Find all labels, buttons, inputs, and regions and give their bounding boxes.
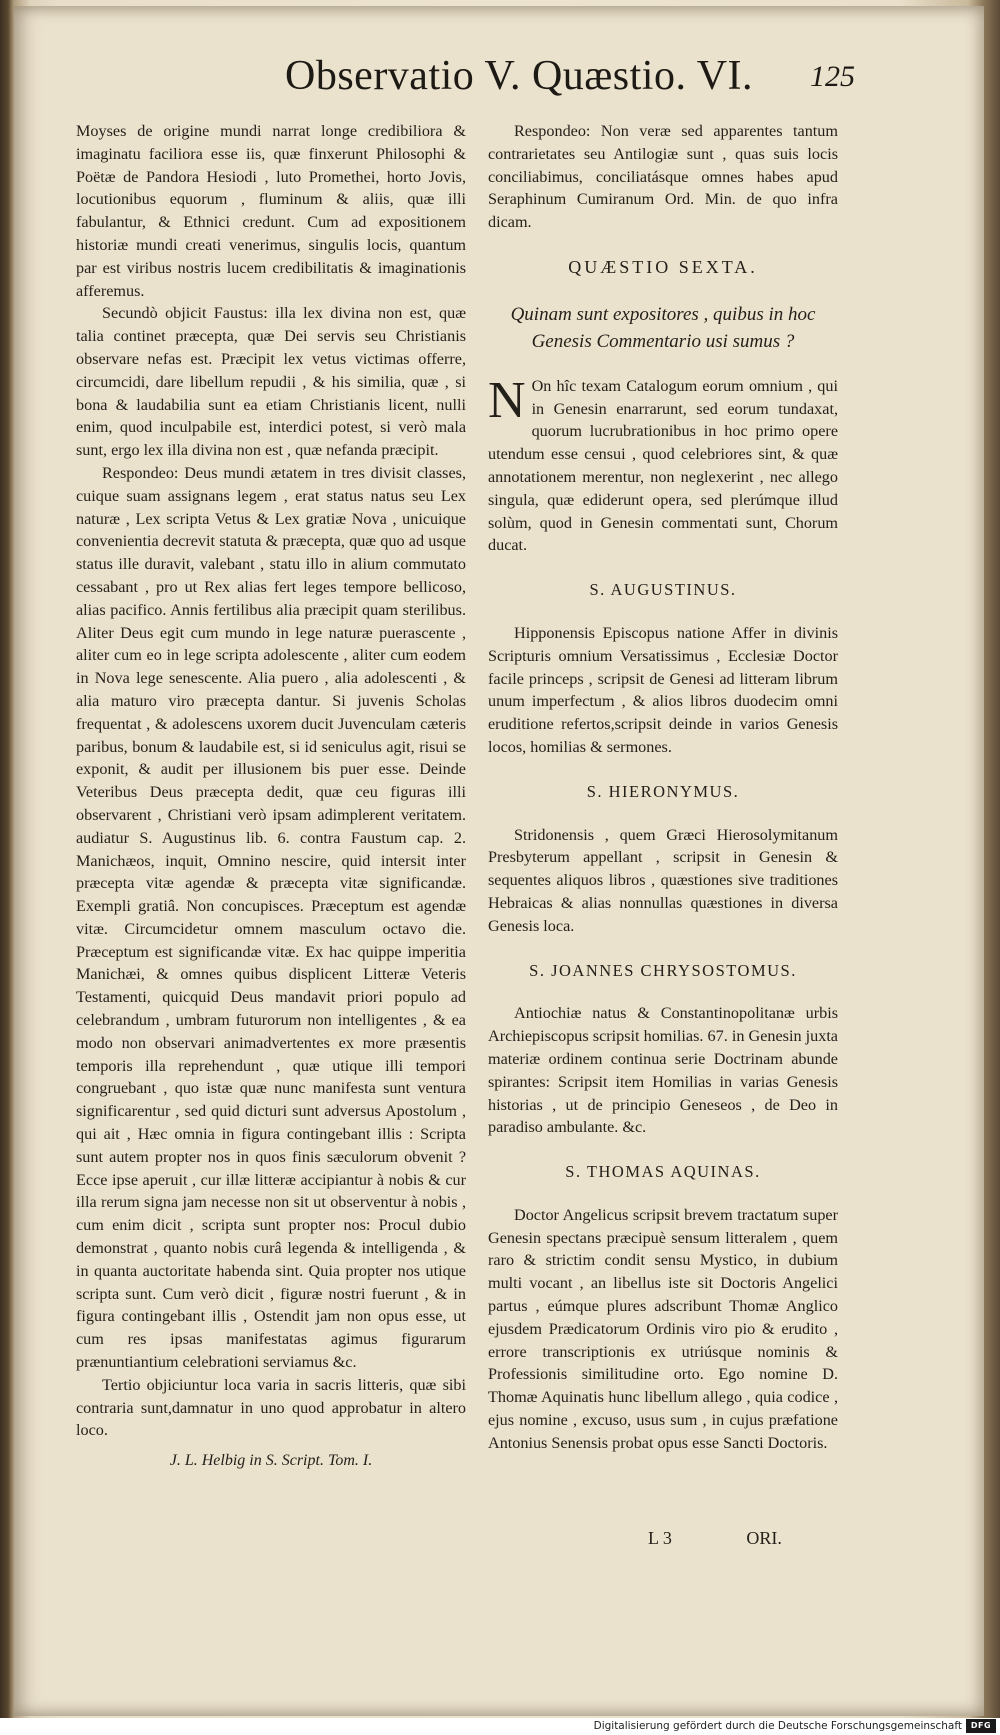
right-column: [488, 120, 838, 1455]
author-heading: S. JOANNES CHRYSOSTOMUS.: [529, 960, 797, 980]
paragraph: Respondeo: Deus mundi ætatem in tres divisit classes, cuique suam assignans legem , erat status natus seu Lex naturæ , Lex scripta Vetus & Lex gratiæ Nova , unicuique convenientia decrevit statuta & præcepta, quæ quo ad usque status ille duravit, valebant , statu illo in alium commutato cessabant , pro ut Rex alias fert leges tempore bellicoso, alias pacifico. Annis fertilibus alia præcipit quam sterilibus. Aliter Deus egit cum mundo in lege naturæ puerascente , aliter cum eo in lege scripta adolescente , aliter cum eodem in Nova lege senescente. Alia puero , alia adolescenti , & alia maturo viro præcepta dantur. Si juvenis Scholas frequentat , & adolescens uxorem ducit Juvenculam cæteris paribus, bonum & laudabile est, si id seniculus agit, risui se exponit, & audit per illusionem bis puer esse. Deinde Veteribus Deus præcepta dedit, quæ ceu figuras illi observarent , Christiani verò ipsam adimplerent veritatem. audiatur S. Augustinus lib. 6. contra Faustum cap. 2. Manichæos, inquit, Omnino nescire, quid intersit inter præcepta vitæ agendæ & præcepta vitæ significandæ. Exempli gratiâ. Non concupisces. Præceptum est agendæ vitæ. Circumcidetur omnem masculum octavo die. Præceptum est significandæ vitæ. Ex hac quippe imperitia Manichæi, & omnes quibus displicent Litteræ Veteris Testamenti, quicquid Deus mandavit priori populo ad celebrandum , umbram futurorum non intelligentes , & ea modo non observari animadvertentes ex more præsentis temporis illa reprehendunt , quæ utique illi tempori congruebant , quo istæ quæ nunc manifesta sunt ventura significarentur , sed quid dicturi sunt adversus Apostolum , qui ait , Hæc omnia in figura contingebant illis : Scripta sunt autem propter nos in quos finis sæculorum obvenit ? Ecce ipse aperuit , cur illæ litteræ accipiantur à nobis & cur illa rerum signa jam necesse non sit ut observentur à nobis , cum enim dicit , scripta sunt propter nos: Procul dubio demonstrat , quanto nobis curâ legenda & intelligenda , & in quanta auctoritate habenda sint. Quia propter nos utique scripta sunt. Cum verò dicit , figuræ nostri fuerunt , & in figura contingebant illis , Ostendit jam non opus esse, ut cum res ipsas manifestatas agimus figurarum prænuntiantium celebrationi serviamus &c.: [76, 463, 466, 1372]
page-number: 125: [810, 60, 855, 93]
paragraph: Secundò objicit Faustus: illa lex divina non est, quæ talia continet præcepta, quæ Dei servis seu Christianis observare nefas est. Præcipit lex vetus victimas offerre, circumcidi, dare libellum repudii , & his similia, quæ , si bona & laudabilia sunt ea etiam Christianis licent, nulli enim, quod inculpabile est, interdici potest, si verò mala sunt, ergo lex illa divina non est , quæ nefanda præcipit.: [76, 304, 466, 460]
author-heading: S. THOMAS AQUINAS.: [565, 1162, 761, 1182]
question-title: Quinam sunt expositores , quibus in hoc Genesis Commentario usi sumus ?: [510, 303, 816, 352]
author-text: Stridonensis , quem Græci Hierosolymitanum Presbyterum appellant , scripsit in Genesin & sequentes aliquos libros , quæstiones sive traditiones Hebraicas & alias nonnullas quæstiones in diversa Genesis loca.: [488, 825, 838, 935]
digitization-notice: Digitalisierung gefördert durch die Deutsche Forschungsgemeinschaft: [593, 1720, 962, 1732]
author-text: Hipponensis Episcopus natione Affer in divinis Scripturis omnium Versatissimus , Ecclesiæ Doctor facile princeps , scripsit de Genesi ad litteram librum unum imperfectum , & alios libros duodecim omni eruditione refertos,scripsit deinde in varios Genesis locos, homilias & sermones.: [488, 623, 838, 756]
author-heading: S. HIERONYMUS.: [586, 781, 740, 801]
page-header: [285, 52, 855, 112]
left-column: [76, 120, 466, 1473]
paragraph: Tertio objiciuntur loca varia in sacris litteris, quæ sibi contraria sunt,damnatur in uno quod approbatur in altero loco.: [76, 1375, 466, 1440]
drop-cap: N: [488, 371, 526, 429]
footer-bar: [0, 1718, 1000, 1735]
signature-mark: L 3: [648, 1528, 672, 1548]
catchword: ORI.: [746, 1528, 782, 1548]
author-text: Doctor Angelicus scripsit brevem tractatum super Genesin spectans præcipuè sensum litteralem , quem raro & strictim condit sensu Mystico, in dubium multi vocant , an libellus iste sit Doctoris Angelici partus , eúmque plures adscribunt Thomæ Anglico ejusdem Prædicatorum Ordinis viro pio & erudito , errore transcriptionis ex utriúsque nominis & Professionis similitudine orto. Ego nomine D. Thomæ Aquinatis hunc libellum allego , quia codice , ejus nomine , excuso, usus sum , in cujus præfatione Antonius Senensis probat opus esse Sancti Doctoris.: [488, 1205, 838, 1452]
paragraph: On hîc texam Catalogum eorum omnium , qui in Genesin enarrarunt, sed eorum tundaxat, quorum lucrubrationibus in hoc primo opere utendum esse censui , quod celebriores sint, & quæ annotationem merentur, non neglexerint , nec allego singula, quæ ediderunt opera, sed plerúmque illud solùm, quod in Genesin commentati sunt, Chorum ducat.: [488, 376, 838, 555]
section-title: QUÆSTIO SEXTA.: [568, 256, 758, 277]
paragraph: Moyses de origine mundi narrat longe credibiliora & imaginatu faciliora esse iis, quæ finxerunt Philosophi & Poëtæ de Pandora Hesiodi , luto Promethei, horto Jovis, locutionibus equorum , fluminum & aliis, quæ illi fabulantur, & Ethnici credunt. Cum ad expositionem historiæ mundi creati venerimus, singulis locis, quantum par est viribus nostris lucem credibilitatis & imaginationis afferemus.: [76, 122, 466, 300]
author-heading: S. AUGUSTINUS.: [589, 580, 737, 600]
dfg-logo-icon: DFG: [966, 1719, 996, 1733]
author-text: Antiochiæ natus & Constantinopolitanæ urbis Archiepiscopus scripsit homilias. 67. in Genesin juxta materiæ ordinem continua serie Doctrinam abunde spirantes: Scripsit item Homilias in varias Genesis historias , ut de principio Geneseos , de Deo in paradiso ambulante. &c.: [488, 1004, 838, 1137]
paragraph: Respondeo: Non veræ sed apparentes tantum contrarietates seu Antilogiæ sunt , quas suis locis conciliabimus, conciliatásque omnes habes apud Seraphinum Cumiranum Ord. Min. de quo infra dicam.: [488, 122, 838, 232]
printer-signature: J. L. Helbig in S. Script. Tom. I.: [169, 1452, 373, 1470]
signature-line: [648, 1528, 848, 1549]
running-title: Observatio V. Quæstio. VI.: [285, 53, 754, 99]
